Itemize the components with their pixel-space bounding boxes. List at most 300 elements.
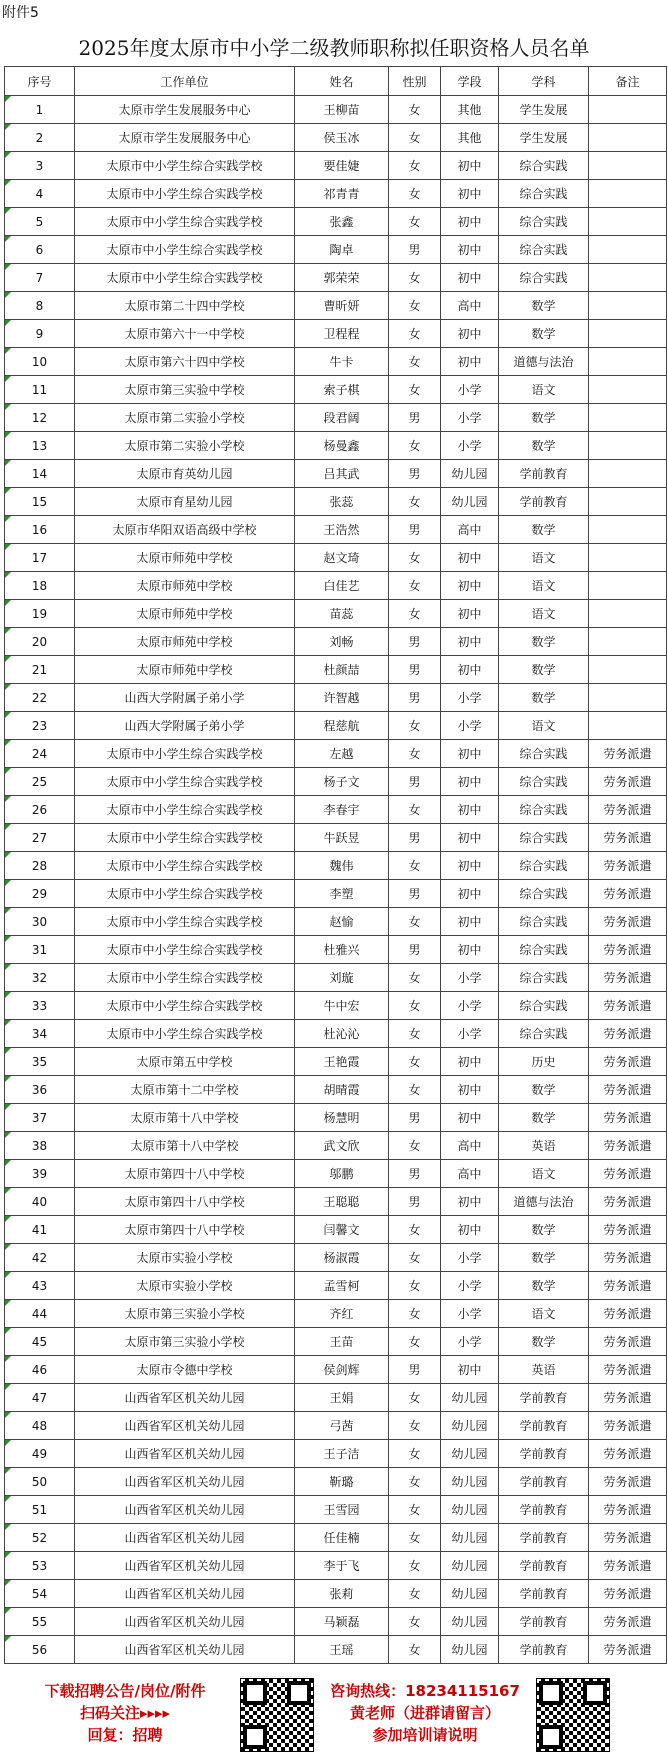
cell-subject: 综合实践 — [499, 264, 589, 292]
cell-index: 31 — [5, 936, 75, 964]
column-header-gender: 性别 — [389, 67, 441, 96]
cell-subject: 学前教育 — [499, 1552, 589, 1580]
cell-subject: 语文 — [499, 572, 589, 600]
cell-name: 靳璐 — [295, 1468, 389, 1496]
cell-stage: 小学 — [441, 684, 499, 712]
table-row — [5, 1244, 667, 1272]
cell-subject: 学生发展 — [499, 96, 589, 124]
cell-unit: 太原市育英幼儿园 — [75, 460, 295, 488]
cell-stage: 初中 — [441, 1356, 499, 1384]
cell-unit: 太原市中小学生综合实践学校 — [75, 152, 295, 180]
cell-stage: 幼儿园 — [441, 1608, 499, 1636]
cell-unit: 山西省军区机关幼儿园 — [75, 1580, 295, 1608]
cell-name: 李春宇 — [295, 796, 389, 824]
cell-subject: 语文 — [499, 1160, 589, 1188]
cell-unit: 太原市中小学生综合实践学校 — [75, 908, 295, 936]
cell-index: 29 — [5, 880, 75, 908]
cell-gender: 女 — [389, 1412, 441, 1440]
cell-stage: 小学 — [441, 712, 499, 740]
cell-stage: 小学 — [441, 964, 499, 992]
cell-gender: 女 — [389, 208, 441, 236]
cell-remark: 劳务派遣 — [589, 880, 667, 908]
cell-gender: 女 — [389, 1496, 441, 1524]
cell-index: 21 — [5, 656, 75, 684]
cell-remark: 劳务派遣 — [589, 1468, 667, 1496]
cell-remark: 劳务派遣 — [589, 1412, 667, 1440]
table-row — [5, 796, 667, 824]
cell-index: 32 — [5, 964, 75, 992]
cell-subject: 数学 — [499, 516, 589, 544]
cell-name: 侯玉冰 — [295, 124, 389, 152]
column-header-name: 姓名 — [295, 67, 389, 96]
table-row — [5, 516, 667, 544]
qr-code-icon[interactable] — [536, 1678, 610, 1752]
column-header-stage: 学段 — [441, 67, 499, 96]
cell-unit: 太原市第三实验小学校 — [75, 1300, 295, 1328]
cell-stage: 初中 — [441, 152, 499, 180]
footer-training-text: 参加培训请说明 — [372, 1726, 478, 1744]
cell-unit: 太原市中小学生综合实践学校 — [75, 768, 295, 796]
cell-unit: 山西省军区机关幼儿园 — [75, 1552, 295, 1580]
cell-subject: 综合实践 — [499, 936, 589, 964]
cell-subject: 语文 — [499, 376, 589, 404]
cell-stage: 初中 — [441, 264, 499, 292]
cell-remark — [589, 712, 667, 740]
table-row — [5, 656, 667, 684]
cell-stage: 幼儿园 — [441, 1580, 499, 1608]
table-row — [5, 1356, 667, 1384]
cell-stage: 高中 — [441, 292, 499, 320]
cell-stage: 初中 — [441, 768, 499, 796]
cell-stage: 幼儿园 — [441, 1468, 499, 1496]
cell-remark — [589, 264, 667, 292]
cell-subject: 学生发展 — [499, 124, 589, 152]
cell-remark — [589, 236, 667, 264]
cell-gender: 男 — [389, 628, 441, 656]
cell-subject: 英语 — [499, 1132, 589, 1160]
cell-name: 王子洁 — [295, 1440, 389, 1468]
cell-unit: 太原市第十八中学校 — [75, 1132, 295, 1160]
cell-stage: 小学 — [441, 1328, 499, 1356]
cell-gender: 女 — [389, 320, 441, 348]
table-row — [5, 1580, 667, 1608]
table-row — [5, 1272, 667, 1300]
cell-index: 4 — [5, 180, 75, 208]
cell-index: 50 — [5, 1468, 75, 1496]
cell-unit: 太原市第三实验小学校 — [75, 1328, 295, 1356]
cell-remark: 劳务派遣 — [589, 824, 667, 852]
cell-index: 10 — [5, 348, 75, 376]
cell-subject: 综合实践 — [499, 992, 589, 1020]
cell-name: 王雪园 — [295, 1496, 389, 1524]
table-row — [5, 628, 667, 656]
cell-stage: 初中 — [441, 852, 499, 880]
cell-unit: 山西省军区机关幼儿园 — [75, 1440, 295, 1468]
cell-index: 8 — [5, 292, 75, 320]
cell-subject: 综合实践 — [499, 236, 589, 264]
cell-gender: 男 — [389, 768, 441, 796]
cell-remark — [589, 376, 667, 404]
cell-subject: 数学 — [499, 684, 589, 712]
cell-gender: 女 — [389, 264, 441, 292]
cell-stage: 小学 — [441, 432, 499, 460]
cell-remark: 劳务派遣 — [589, 1132, 667, 1160]
cell-gender: 女 — [389, 1076, 441, 1104]
cell-subject: 学前教育 — [499, 1384, 589, 1412]
cell-subject: 道德与法治 — [499, 1188, 589, 1216]
cell-remark: 劳务派遣 — [589, 908, 667, 936]
cell-name: 杨子文 — [295, 768, 389, 796]
table-row — [5, 1524, 667, 1552]
cell-subject: 语文 — [499, 544, 589, 572]
cell-remark — [589, 600, 667, 628]
table-row — [5, 180, 667, 208]
cell-stage: 初中 — [441, 236, 499, 264]
cell-subject: 语文 — [499, 600, 589, 628]
table-row — [5, 600, 667, 628]
cell-unit: 山西省军区机关幼儿园 — [75, 1412, 295, 1440]
cell-remark: 劳务派遣 — [589, 1188, 667, 1216]
cell-subject: 综合实践 — [499, 208, 589, 236]
cell-unit: 山西省军区机关幼儿园 — [75, 1496, 295, 1524]
cell-name: 祁青青 — [295, 180, 389, 208]
cell-index: 53 — [5, 1552, 75, 1580]
cell-gender: 女 — [389, 908, 441, 936]
cell-gender: 女 — [389, 1328, 441, 1356]
cell-remark — [589, 432, 667, 460]
cell-subject: 综合实践 — [499, 824, 589, 852]
cell-remark: 劳务派遣 — [589, 768, 667, 796]
cell-stage: 其他 — [441, 96, 499, 124]
table-row — [5, 96, 667, 124]
cell-subject: 综合实践 — [499, 964, 589, 992]
cell-index: 6 — [5, 236, 75, 264]
cell-index: 36 — [5, 1076, 75, 1104]
cell-gender: 女 — [389, 1132, 441, 1160]
cell-subject: 语文 — [499, 1300, 589, 1328]
cell-unit: 太原市育星幼儿园 — [75, 488, 295, 516]
cell-unit: 太原市中小学生综合实践学校 — [75, 180, 295, 208]
cell-stage: 小学 — [441, 1244, 499, 1272]
cell-stage: 幼儿园 — [441, 1636, 499, 1664]
table-row — [5, 936, 667, 964]
cell-name: 刘畅 — [295, 628, 389, 656]
cell-name: 孟雪柯 — [295, 1272, 389, 1300]
cell-stage: 初中 — [441, 1216, 499, 1244]
cell-stage: 初中 — [441, 796, 499, 824]
cell-unit: 太原市第四十八中学校 — [75, 1160, 295, 1188]
cell-index: 34 — [5, 1020, 75, 1048]
cell-stage: 初中 — [441, 880, 499, 908]
cell-unit: 太原市第二实验小学校 — [75, 404, 295, 432]
cell-remark — [589, 684, 667, 712]
cell-remark: 劳务派遣 — [589, 1440, 667, 1468]
table-row — [5, 152, 667, 180]
table-row — [5, 348, 667, 376]
footer-download-text: 下载招聘公告/岗位/附件 — [44, 1682, 206, 1700]
cell-stage: 幼儿园 — [441, 1552, 499, 1580]
cell-subject: 数学 — [499, 1216, 589, 1244]
cell-name: 王瑶 — [295, 1636, 389, 1664]
cell-subject: 学前教育 — [499, 1440, 589, 1468]
cell-name: 王浩然 — [295, 516, 389, 544]
cell-gender: 女 — [389, 96, 441, 124]
cell-name: 李于飞 — [295, 1552, 389, 1580]
table-row — [5, 292, 667, 320]
cell-unit: 山西省军区机关幼儿园 — [75, 1468, 295, 1496]
cell-gender: 女 — [389, 1384, 441, 1412]
table-row — [5, 712, 667, 740]
cell-index: 28 — [5, 852, 75, 880]
cell-unit: 太原市中小学生综合实践学校 — [75, 852, 295, 880]
cell-gender: 女 — [389, 1552, 441, 1580]
cell-index: 30 — [5, 908, 75, 936]
cell-subject: 学前教育 — [499, 1608, 589, 1636]
cell-remark: 劳务派遣 — [589, 1300, 667, 1328]
cell-index: 2 — [5, 124, 75, 152]
cell-remark — [589, 292, 667, 320]
cell-subject: 学前教育 — [499, 488, 589, 516]
cell-gender: 女 — [389, 348, 441, 376]
cell-name: 王艳霞 — [295, 1048, 389, 1076]
cell-stage: 高中 — [441, 516, 499, 544]
footer-contact-text: 黄老师（进群请留言） — [349, 1704, 500, 1722]
cell-unit: 山西省军区机关幼儿园 — [75, 1524, 295, 1552]
cell-index: 35 — [5, 1048, 75, 1076]
cell-subject: 学前教育 — [499, 1580, 589, 1608]
cell-remark: 劳务派遣 — [589, 936, 667, 964]
cell-unit: 太原市中小学生综合实践学校 — [75, 992, 295, 1020]
cell-remark — [589, 516, 667, 544]
cell-index: 22 — [5, 684, 75, 712]
cell-name: 杜颜喆 — [295, 656, 389, 684]
cell-unit: 太原市中小学生综合实践学校 — [75, 936, 295, 964]
table-row — [5, 1160, 667, 1188]
cell-remark: 劳务派遣 — [589, 964, 667, 992]
cell-remark — [589, 628, 667, 656]
cell-remark — [589, 460, 667, 488]
cell-unit: 太原市中小学生综合实践学校 — [75, 264, 295, 292]
cell-remark — [589, 544, 667, 572]
cell-gender: 女 — [389, 740, 441, 768]
cell-name: 刘璇 — [295, 964, 389, 992]
cell-name: 牛中宏 — [295, 992, 389, 1020]
cell-name: 张鑫 — [295, 208, 389, 236]
cell-gender: 女 — [389, 852, 441, 880]
cell-stage: 高中 — [441, 1160, 499, 1188]
cell-unit: 太原市学生发展服务中心 — [75, 124, 295, 152]
cell-unit: 太原市师苑中学校 — [75, 656, 295, 684]
cell-index: 15 — [5, 488, 75, 516]
cell-name: 李塑 — [295, 880, 389, 908]
cell-unit: 太原市中小学生综合实践学校 — [75, 964, 295, 992]
cell-name: 左越 — [295, 740, 389, 768]
cell-gender: 女 — [389, 124, 441, 152]
cell-stage: 幼儿园 — [441, 488, 499, 516]
cell-name: 闫馨文 — [295, 1216, 389, 1244]
cell-gender: 女 — [389, 1636, 441, 1664]
cell-unit: 太原市第五中学校 — [75, 1048, 295, 1076]
cell-index: 48 — [5, 1412, 75, 1440]
cell-index: 5 — [5, 208, 75, 236]
cell-gender: 女 — [389, 432, 441, 460]
cell-remark — [589, 348, 667, 376]
cell-name: 要佳婕 — [295, 152, 389, 180]
table-row — [5, 824, 667, 852]
cell-remark: 劳务派遣 — [589, 1244, 667, 1272]
footer-reply-text: 回复：招聘 — [87, 1726, 163, 1744]
cell-gender: 女 — [389, 152, 441, 180]
cell-name: 王聪聪 — [295, 1188, 389, 1216]
cell-remark: 劳务派遣 — [589, 1356, 667, 1384]
table-row — [5, 1608, 667, 1636]
cell-index: 33 — [5, 992, 75, 1020]
table-row — [5, 1496, 667, 1524]
cell-gender: 女 — [389, 1216, 441, 1244]
cell-remark: 劳务派遣 — [589, 992, 667, 1020]
cell-stage: 幼儿园 — [441, 460, 499, 488]
table-row — [5, 544, 667, 572]
cell-gender: 男 — [389, 460, 441, 488]
footer-banner — [0, 1672, 668, 1760]
cell-subject: 历史 — [499, 1048, 589, 1076]
table-row — [5, 880, 667, 908]
cell-index: 16 — [5, 516, 75, 544]
cell-subject: 综合实践 — [499, 180, 589, 208]
cell-index: 40 — [5, 1188, 75, 1216]
cell-gender: 女 — [389, 1048, 441, 1076]
cell-index: 44 — [5, 1300, 75, 1328]
cell-remark — [589, 656, 667, 684]
cell-index: 52 — [5, 1524, 75, 1552]
cell-remark: 劳务派遣 — [589, 1216, 667, 1244]
cell-gender: 男 — [389, 1160, 441, 1188]
table-row — [5, 572, 667, 600]
cell-gender: 女 — [389, 488, 441, 516]
cell-stage: 小学 — [441, 1020, 499, 1048]
cell-stage: 初中 — [441, 1104, 499, 1132]
cell-remark: 劳务派遣 — [589, 1524, 667, 1552]
cell-subject: 数学 — [499, 320, 589, 348]
cell-name: 杨曼鑫 — [295, 432, 389, 460]
cell-name: 郭荣荣 — [295, 264, 389, 292]
column-header-remark: 备注 — [589, 67, 667, 96]
cell-index: 51 — [5, 1496, 75, 1524]
cell-index: 14 — [5, 460, 75, 488]
cell-unit: 太原市师苑中学校 — [75, 628, 295, 656]
cell-name: 苗蕊 — [295, 600, 389, 628]
cell-remark: 劳务派遣 — [589, 1104, 667, 1132]
table-row — [5, 404, 667, 432]
cell-name: 曹昕妍 — [295, 292, 389, 320]
table-row — [5, 460, 667, 488]
table-row — [5, 208, 667, 236]
cell-remark: 劳务派遣 — [589, 1580, 667, 1608]
cell-gender: 男 — [389, 936, 441, 964]
cell-subject: 学前教育 — [499, 1496, 589, 1524]
cell-stage: 小学 — [441, 1272, 499, 1300]
footer-hotline-text: 咨询热线：18234115167 — [330, 1682, 520, 1700]
cell-gender: 男 — [389, 656, 441, 684]
qr-code-icon[interactable] — [240, 1678, 314, 1752]
cell-stage: 小学 — [441, 376, 499, 404]
table-row — [5, 768, 667, 796]
cell-name: 陶卓 — [295, 236, 389, 264]
cell-subject: 综合实践 — [499, 768, 589, 796]
cell-unit: 太原市令德中学校 — [75, 1356, 295, 1384]
cell-subject: 综合实践 — [499, 908, 589, 936]
cell-gender: 女 — [389, 796, 441, 824]
cell-subject: 数学 — [499, 292, 589, 320]
cell-stage: 初中 — [441, 1048, 499, 1076]
cell-index: 42 — [5, 1244, 75, 1272]
cell-unit: 太原市第四十八中学校 — [75, 1188, 295, 1216]
table-row — [5, 376, 667, 404]
cell-remark: 劳务派遣 — [589, 1160, 667, 1188]
cell-index: 17 — [5, 544, 75, 572]
table-row — [5, 684, 667, 712]
cell-stage: 初中 — [441, 1076, 499, 1104]
cell-unit: 太原市实验小学校 — [75, 1272, 295, 1300]
cell-name: 王娟 — [295, 1384, 389, 1412]
cell-gender: 女 — [389, 544, 441, 572]
table-row — [5, 1188, 667, 1216]
table-row — [5, 1104, 667, 1132]
cell-stage: 初中 — [441, 824, 499, 852]
table-row — [5, 1384, 667, 1412]
cell-remark — [589, 404, 667, 432]
cell-unit: 太原市师苑中学校 — [75, 600, 295, 628]
cell-gender: 女 — [389, 572, 441, 600]
table-row — [5, 320, 667, 348]
cell-subject: 数学 — [499, 1104, 589, 1132]
cell-index: 54 — [5, 1580, 75, 1608]
table-row — [5, 1468, 667, 1496]
cell-stage: 初中 — [441, 572, 499, 600]
table-row — [5, 124, 667, 152]
table-row — [5, 1328, 667, 1356]
cell-unit: 太原市中小学生综合实践学校 — [75, 208, 295, 236]
cell-name: 张蕊 — [295, 488, 389, 516]
cell-name: 索子棋 — [295, 376, 389, 404]
table-row — [5, 1132, 667, 1160]
cell-unit: 太原市中小学生综合实践学校 — [75, 236, 295, 264]
cell-index: 26 — [5, 796, 75, 824]
cell-stage: 初中 — [441, 740, 499, 768]
table-row — [5, 992, 667, 1020]
cell-index: 27 — [5, 824, 75, 852]
cell-unit: 太原市华阳双语高级中学校 — [75, 516, 295, 544]
cell-stage: 幼儿园 — [441, 1524, 499, 1552]
cell-index: 19 — [5, 600, 75, 628]
cell-gender: 女 — [389, 1440, 441, 1468]
cell-remark: 劳务派遣 — [589, 1020, 667, 1048]
table-row — [5, 1412, 667, 1440]
cell-name: 马颖磊 — [295, 1608, 389, 1636]
cell-index: 38 — [5, 1132, 75, 1160]
cell-gender: 女 — [389, 1580, 441, 1608]
cell-stage: 初中 — [441, 600, 499, 628]
cell-index: 23 — [5, 712, 75, 740]
cell-stage: 初中 — [441, 936, 499, 964]
cell-remark: 劳务派遣 — [589, 1636, 667, 1664]
cell-gender: 女 — [389, 600, 441, 628]
cell-gender: 女 — [389, 1272, 441, 1300]
cell-gender: 女 — [389, 992, 441, 1020]
cell-unit: 山西大学附属子弟小学 — [75, 684, 295, 712]
cell-remark — [589, 208, 667, 236]
cell-stage: 初中 — [441, 348, 499, 376]
